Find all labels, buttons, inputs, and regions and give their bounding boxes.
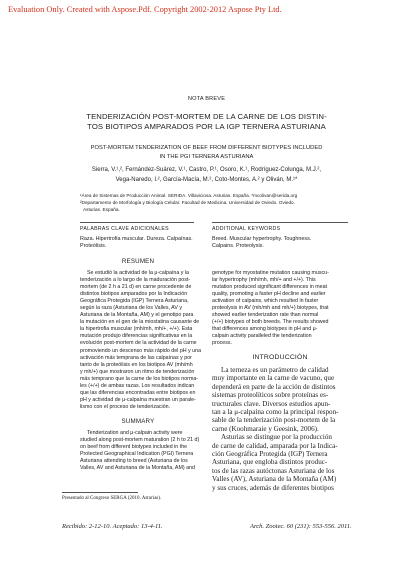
- summary-line: process.: [212, 340, 233, 347]
- keywords-es-line: Proteólisis.: [80, 243, 107, 249]
- affiliation-line: ²Departamento de Morfología y Biología Celular. Facultad de Medicina. Universidad de Oviedo. Oviedo.: [80, 200, 295, 205]
- resumen-line: distintos biotipos amparados por la Indicación: [80, 291, 188, 298]
- summary-line: proteolysis in AV (mh/mh and mh/+) biotypes, that: [212, 305, 329, 312]
- introduccion-line: muy importante en la carne de vacuno, que: [212, 374, 335, 383]
- section-type-label: NOTA BREVE: [187, 96, 226, 102]
- resumen-line: Asturiana de la Montaña, AM) y el genotipo para: [80, 312, 194, 319]
- introduccion-line: dependerá en parte de la acción de distintos: [212, 382, 336, 391]
- keywords-en-text: [212, 236, 311, 250]
- title-line: TENDERIZACIÓN POST-MORTEM DE LA CARNE DE LOS DISTIN-: [86, 112, 327, 121]
- introduccion-line: Valles (AV), Asturiana de la Montaña (AM): [212, 475, 337, 484]
- affiliations: [80, 192, 352, 213]
- summary-line: studied along post-mortem maturation (2 h to 21 d): [80, 437, 200, 444]
- english-title-line: IN THE PGI TERNERA ASTURIANA: [159, 154, 254, 160]
- resumen-body: [80, 270, 201, 411]
- resumen-line: les (+/+) de ambas razas. Los resultados indican: [80, 382, 195, 389]
- keywords-divider-left: [80, 222, 194, 223]
- summary-line: lar hypertrophy (mh/mh, mh/+ and +/+). This: [212, 277, 316, 284]
- author-line: Vega-Naredo, I.², García-Macía, M.², Coto-Montes, A.² y Oliván, M.¹*: [115, 176, 298, 183]
- keywords-en-line: Breed. Muscular hypertrophy. Toughness.: [212, 236, 312, 242]
- resumen-line: la mutación en el gen de la miostatina causante de: [80, 319, 200, 326]
- introduccion-line: ción Geográfica Protegida (IGP) Ternera: [212, 450, 328, 459]
- introduccion-body: [212, 366, 339, 492]
- introduccion-line: tan a la μ-calpaína como la principal respon-: [212, 408, 339, 417]
- english-title: [0, 144, 413, 162]
- summary-body: [80, 430, 199, 472]
- resumen-line: según la raza (Asturiana de los Valles, AV y: [80, 305, 182, 312]
- summary-line: (+/+) biotypes of both breeds. The results showed: [212, 319, 329, 326]
- keywords-en-line: Calpains. Proteolysis.: [212, 243, 264, 249]
- summary-line: Protected Geographical Indication (PGI) Ternera: [80, 451, 194, 458]
- journal-reference: Arch. Zootec. 60 (231): 553-556. 2011.: [250, 523, 352, 530]
- keywords-es-heading: PALABRAS CLAVE ADICIONALES: [80, 226, 169, 232]
- resumen-line: tenderización a lo largo de la maduración post-: [80, 277, 191, 284]
- resumen-line: Se estudió la actividad de la μ-calpaína y la: [87, 270, 189, 276]
- summary-line: that differences among biotypes in pH and μ-: [212, 326, 318, 333]
- keywords-es-line: Raza. Hipertrofia muscular. Dureza. Calpaínas.: [80, 236, 193, 242]
- resumen-line: Geográfica Protegida (IGP) Ternera Asturiana,: [80, 298, 189, 305]
- introduccion-line: carne (Koohmaraie y Geesink, 2006).: [212, 424, 319, 433]
- introduccion-line: Asturiana, que engloba distintos produc-: [212, 458, 328, 467]
- resumen-heading: RESUMEN: [121, 258, 155, 265]
- summary-line: Valles, AV and Asturiana de la Montaña, AM) and: [80, 465, 195, 472]
- introduccion-line: Asturias se distingue por la producción: [221, 433, 332, 442]
- received-accepted-dates: Recibido: 2-12-10. Aceptado: 13-4-11.: [62, 523, 163, 530]
- resumen-line: pH y actividad de μ-calpaína muestran un parale-: [80, 396, 196, 403]
- resumen-line: la hipertrofia muscular (mh/mh, mh/+, +/+). Esta: [80, 326, 193, 333]
- resumen-line: promoviendo un descenso más rápido del pH y una: [80, 347, 202, 354]
- resumen-line: que las diferencias encontradas entre biotipos en: [80, 389, 196, 396]
- summary-heading: SUMMARY: [121, 418, 155, 425]
- summary-line: showed earlier tenderization rate than normal: [212, 312, 319, 319]
- introduccion-line: sistemas proteolíticos sobre proteínas es-: [212, 391, 329, 400]
- english-title-line: POST-MORTEM TENDERIZATION OF BEEF FROM DIFFERENT BIOTYPES INCLUDED: [90, 145, 323, 151]
- summary-line: calpain activity paralleled the tenderization: [212, 333, 312, 340]
- affiliation-line: ¹Área de Sistemas de Producción Animal. SERIDA. Villaviciosa. Asturias. España. *mcolivan@serida.org: [80, 193, 298, 198]
- introduccion-line: tos de las razas autóctonas Asturiana de los: [212, 466, 335, 475]
- resumen-line: mutación produjo diferencias significativas en la: [80, 333, 193, 340]
- keywords-divider-right: [212, 222, 348, 223]
- keywords-en-heading: ADDITIONAL KEYWORDS: [212, 226, 281, 232]
- introduccion-line: y sus cruces, además de diferentes biotipos: [212, 483, 334, 492]
- summary-line: genotype for myostatine mutation causing muscu-: [212, 270, 329, 276]
- footnote-divider: [62, 492, 138, 493]
- summary-continuation: [212, 270, 329, 348]
- resumen-line: mortem (de 2 h a 21 d) en carne procedente de: [80, 284, 192, 291]
- title-line: TOS BIOTIPOS AMPARADOS POR LA IGP TERNERA ASTURIANA: [87, 122, 326, 131]
- article-title: [0, 112, 413, 132]
- summary-line: Asturiana attending to breed (Asturiana de los: [80, 458, 188, 465]
- introduccion-heading: INTRODUCCIÓN: [252, 354, 308, 361]
- affiliation-line: Asturias. España.: [83, 207, 120, 212]
- resumen-line: evolución post-mortem de la actividad de la carne: [80, 340, 197, 347]
- resumen-line: y mh/+) que mostraron un ritmo de tenderización: [80, 368, 195, 375]
- footnote: Presentado al Congreso SERGA (2010. Asturias).: [62, 496, 162, 501]
- summary-line: on beef from different biotypes included in the: [80, 444, 188, 451]
- introduccion-line: La terneza es un parámetro de calidad: [221, 366, 329, 374]
- summary-line: activation of calpains, which resulted in faster: [212, 298, 319, 305]
- summary-line: Tenderization and μ-calpain activity were: [87, 430, 183, 436]
- introduccion-line: sable de la tenderización post-mortem de la: [212, 416, 336, 425]
- author-list: [0, 166, 413, 186]
- introduccion-line: de carne de calidad, amparada por la Indica-: [212, 441, 338, 450]
- evaluation-watermark: Evaluation Only. Created with Aspose.Pdf. Copyright 2002-2012 Aspose Pty Ltd.: [8, 5, 282, 14]
- resumen-line: activación más temprana de las calpaínas y por: [80, 354, 192, 361]
- resumen-line: lismo con el proceso de tenderización.: [80, 403, 171, 410]
- keywords-es-text: [80, 236, 193, 250]
- introduccion-line: tructurales clave. Diversos estudios apun-: [212, 399, 331, 408]
- resumen-line: tanto de la proteólisis en los biotipos AV (mh/mh: [80, 361, 193, 368]
- summary-line: quality, promoting a faster pH decline and earlier: [212, 291, 326, 298]
- author-line: Sierra, V.¹,², Fernández-Suárez, V.¹, Castro, P.¹, Osoro, K.¹, Rodríguez-Colunga, M.J.²,: [91, 167, 322, 173]
- resumen-line: más temprano que la carne de los biotipos norma-: [80, 375, 199, 382]
- summary-line: mutation produced significant differences in meat: [212, 284, 328, 291]
